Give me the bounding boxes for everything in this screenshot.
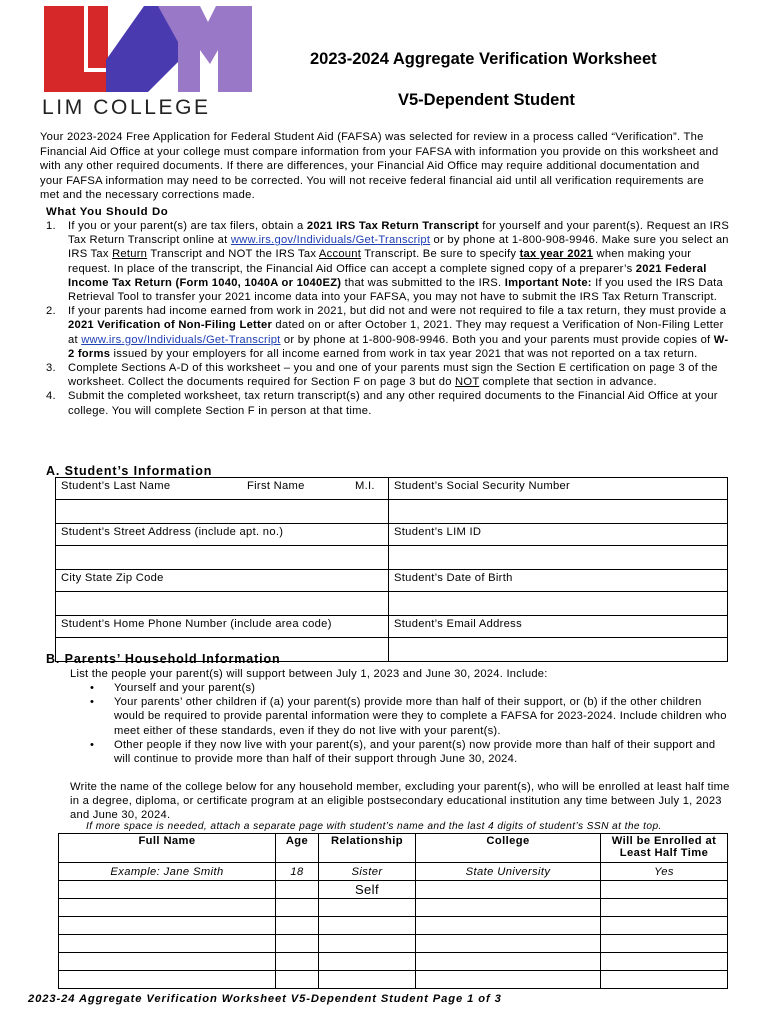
table-row[interactable] [59,881,728,899]
table-row[interactable] [59,899,728,917]
table-row[interactable] [59,953,728,971]
list-item: • Yourself and your parent(s) [90,682,256,694]
col-relationship: Relationship [319,834,416,863]
lim-id-field[interactable] [389,546,728,570]
college-instructions: Write the name of the college below for any household member, excluding your parent(s), who will be enrolled at least half time in a degree, diploma, or certificate program at an eligible postsecondary educational institution any time between July 1, 2023 and June 30, 2024. [70,781,730,822]
page-title: 2023-2024 Aggregate Verification Worksheet [310,50,657,68]
list-item: • Other people if they now live with your parent(s), and your parent(s) now provide more than half of their support and will continue to provide more than half of their support through June 30, 2024. [90,738,716,766]
city-label: City State Zip Code [56,570,389,592]
col-enrolled: Will be Enrolled at Least Half Time [601,834,728,863]
address-label: Student’s Street Address (include apt. no.) [56,524,389,546]
irs-transcript-link[interactable]: www.irs.gov/Individuals/Get-Transcript [230,234,431,247]
step-4: 4. Submit the completed worksheet, tax return transcript(s) and any other required documents to the Financial Aid Office at your college. You will complete Section F in person at that time. [46,390,718,417]
address-field[interactable] [56,546,389,570]
name-cell[interactable] [59,881,276,899]
bullet: • [90,696,95,709]
step-3: 3. Complete Sections A-D of this worksheet – you and one of your parents must sign the Section E certification on page 3 of the worksheet. Collect the documents required for Section F on page 3 but do NOT complete that section in advance. [46,362,718,389]
step-number: 1. [46,220,56,232]
section-a-heading: A. Student’s Information [46,464,213,478]
include-list [90,681,730,766]
irs-non-filing-link[interactable]: www.irs.gov/Individuals/Get-Transcript [81,333,281,346]
step-number: 3. [46,362,56,375]
dob-label: Student’s Date of Birth [389,570,728,592]
logo-text: LIM COLLEGE [42,96,211,119]
step-2: 2. If your parents had income earned from work in 2021, but did not and were not required to file a tax return, they must provide a 2021 Verification of Non-Filing Letter dated on or after October 1, 2021. They may request a Verification of Non-Filing Letter at www.irs.gov/Individuals/Get-Transcript or by phone at 1-800-908-9946. Both you and your parents must provide copies of W-2 forms issued by your employers for all income earned from work in tax year 2021 that was not reported on a tax return. [46,305,729,360]
mi-label: M.I. [355,480,375,492]
phone-label: Student’s Home Phone Number (include area code) [56,616,389,638]
step-number: 2. [46,305,56,318]
city-field[interactable] [56,592,389,616]
bullet: • [90,738,95,751]
col-college: College [416,834,601,863]
ssn-field[interactable] [389,500,728,524]
self-label: Self [319,881,416,899]
list-item: • Your parents’ other children if (a) your parent(s) provide more than half of their support, or (b) if the other children would be required to provide parental information were they to complete a FAFSA for 2023-2024. Include children who meet either of these standards, even if they do not live with your parent(s). [90,696,727,737]
dob-field[interactable] [389,592,728,616]
first-name-label: First Name [247,480,305,492]
household-table [58,833,728,989]
ssn-label: Student’s Social Security Number [389,478,728,500]
more-space-note: If more space is needed, attach a separate page with student’s name and the last 4 digits of student’s SSN at the top. [86,821,662,832]
table-row[interactable] [59,971,728,989]
intro-paragraph: Your 2023-2024 Free Application for Federal Student Aid (FAFSA) was selected for review in a process called “Verification”. The Financial Aid Office at your college must compare information from your FAFSA with information you provide on this worksheet and with any other required documents. If there are differences, your Financial Aid Office may require additional documentation and your FAFSA information may need to be corrected. You will not receive federal financial aid until all verification requirements are met and the necessary corrections made. [40,131,719,202]
logo-i-shape [88,6,108,68]
student-info-table [55,477,728,662]
table-row[interactable] [59,917,728,935]
step-1: 1. If you or your parent(s) are tax filers, obtain a 2021 IRS Tax Return Transcript for yourself and your parent(s). Request an IRS Tax Return Transcript online at www.irs.gov/Individuals/Get-Transcript or by phone at 1-800-908-9946. Make sure you select an IRS Tax Return Transcript and NOT the IRS Tax Account Transcript. Be sure to specify tax year 2021 when making your request. In place of the transcript, the Financial Aid Office can accept a complete signed copy of a preparer’s 2021 Federal Income Tax Return (Form 1040, 1040A or 1040EZ) that was submitted to the IRS. Important Note: If you used the IRS Data Retrieval Tool to transfer your 2021 income data into your FAFSA, you may not have to submit the IRS Tax Return Transcript. [46,220,730,304]
what-you-should-do-heading: What You Should Do [46,206,169,218]
page-footer: 2023-24 Aggregate Verification Worksheet V5-Dependent Student Page 1 of 3 [28,993,502,1005]
lim-id-label: Student’s LIM ID [389,524,728,546]
email-label: Student’s Email Address [389,616,728,638]
col-full-name: Full Name [59,834,276,863]
lim-college-logo [40,2,258,120]
col-age: Age [276,834,319,863]
table-row[interactable] [59,935,728,953]
section-b-intro: List the people your parent(s) will support between July 1, 2023 and June 30, 2024. Include: [70,668,548,680]
email-field[interactable] [389,638,728,662]
example-row: Example: Jane Smith 18 Sister State University Yes [59,863,728,881]
bullet: • [90,682,95,694]
last-name-label: Student’s Last Name [61,480,171,492]
section-b-heading: B. Parents’ Household Information [46,652,281,666]
name-field[interactable] [56,500,389,524]
step-number: 4. [46,390,56,403]
page-subtitle: V5-Dependent Student [398,91,575,109]
steps-list [40,219,730,418]
last-first-mi-label-cell [56,478,389,500]
